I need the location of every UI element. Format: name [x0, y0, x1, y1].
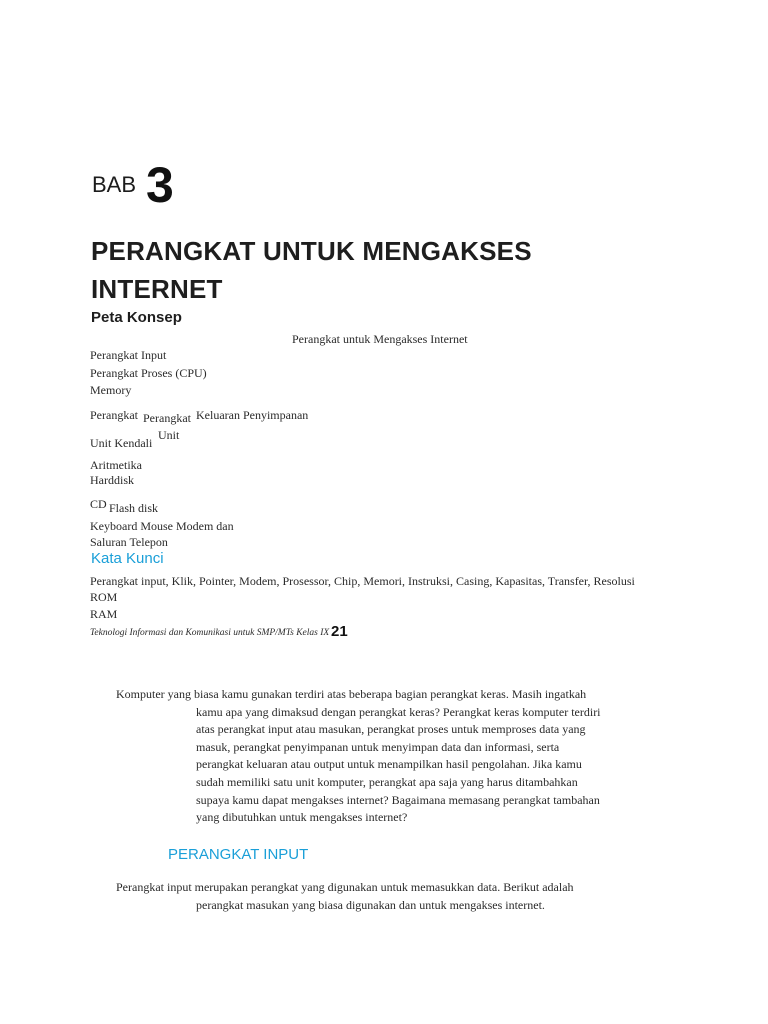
- concept-keluaran: Keluaran Penyimpanan: [196, 408, 309, 422]
- intro-line: perangkat keluaran atau output untuk menampilkan hasil pengolahan. Jika kamu: [196, 757, 582, 772]
- intro-line: kamu apa yang dimaksud dengan perangkat keras? Perangkat keras komputer terdiri: [196, 704, 601, 719]
- concept-unit: Unit: [158, 428, 180, 442]
- intro-line: sudah memiliki satu unit komputer, perangkat apa saja yang harus ditambahkan: [196, 774, 578, 789]
- keywords-line: Perangkat input, Klik, Pointer, Modem, Prosessor, Chip, Memori, Instruksi, Casing, Kapasitas, Transfer, Resolusi: [90, 574, 635, 588]
- intro-line: atas perangkat input atau masukan, perangkat proses untuk memproses data yang: [196, 722, 586, 737]
- intro-line: masuk, perangkat penyimpanan untuk menyimpan data dan informasi, serta: [196, 739, 560, 754]
- concept-memory: Memory: [90, 383, 132, 397]
- intro-paragraph: [116, 686, 626, 827]
- concept-harddisk: Harddisk: [90, 473, 134, 487]
- title-line-1: PERANGKAT UNTUK MENGAKSES: [91, 236, 532, 266]
- page-number: 21: [331, 623, 348, 640]
- concept-perangkat-a: Perangkat: [90, 408, 138, 422]
- title-line-2: INTERNET: [91, 274, 223, 304]
- concept-perangkat-b: Perangkat: [143, 411, 191, 425]
- concept-cd: CD: [90, 497, 107, 511]
- section-line: Perangkat input merupakan perangkat yang digunakan untuk memasukkan data. Berikut adalah: [116, 880, 574, 894]
- section-heading: PERANGKAT INPUT: [168, 846, 309, 863]
- section-line: perangkat masukan yang biasa digunakan dan untuk mengakses internet.: [196, 897, 545, 912]
- keywords-heading: Kata Kunci: [91, 550, 164, 567]
- chapter-word: BAB: [92, 172, 137, 197]
- concept-keyboard: Keyboard Mouse Modem dan: [90, 519, 234, 533]
- keywords-rom: ROM: [90, 590, 118, 604]
- concept-saluran: Saluran Telepon: [90, 535, 168, 549]
- section-paragraph: [116, 879, 626, 914]
- chapter-number: 3: [146, 157, 173, 213]
- intro-line: supaya kamu dapat mengakses internet? Bagaimana memasang perangkat tambahan: [196, 792, 600, 807]
- intro-line: Komputer yang biasa kamu gunakan terdiri atas beberapa bagian perangkat keras. Masih ingatkah: [116, 687, 587, 701]
- concept-unit-kendali: Unit Kendali: [90, 436, 153, 450]
- concept-proses: Perangkat Proses (CPU): [90, 366, 207, 380]
- keywords-ram: RAM: [90, 607, 118, 621]
- concept-map-heading: Peta Konsep: [91, 309, 182, 326]
- concept-aritmetika: Aritmetika: [90, 458, 142, 472]
- page-footer-text: Teknologi Informasi dan Komunikasi untuk SMP/MTs Kelas IX: [90, 628, 330, 638]
- concept-root: Perangkat untuk Mengakses Internet: [292, 332, 468, 346]
- concept-flashdisk: Flash disk: [109, 501, 159, 515]
- concept-input: Perangkat Input: [90, 348, 167, 362]
- intro-line: yang dibutuhkan untuk mengakses internet?: [196, 810, 408, 825]
